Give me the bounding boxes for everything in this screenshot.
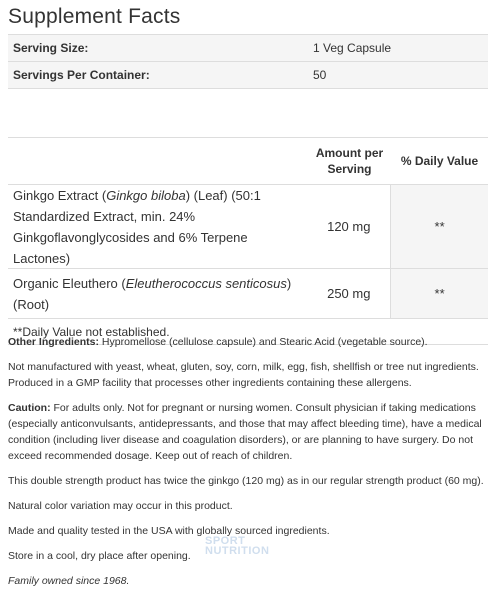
ingredient-daily-value: ** [390, 269, 488, 318]
daily-value-header: % Daily Value [400, 154, 479, 168]
notes-section [8, 334, 488, 598]
family-statement: Family owned since 1968. [8, 575, 130, 587]
color-statement: Natural color variation may occur in this product. [8, 500, 233, 512]
made-statement: Made and quality tested in the USA with globally sourced ingredients. [8, 525, 330, 537]
amount-per-serving-header: Amount per Serving [315, 146, 384, 176]
servings-per-container-row [8, 61, 488, 88]
servings-per-container-label: Servings Per Container: [13, 68, 150, 82]
ingredient-daily-value: ** [390, 185, 488, 268]
supplement-facts-table [8, 34, 488, 345]
ingredient-name: Organic Eleuthero (Eleutherococcus senticosus) (Root) [13, 275, 292, 312]
serving-size-label: Serving Size: [13, 41, 89, 55]
allergen-statement: Not manufactured with yeast, wheat, gluten, soy, corn, milk, egg, fish, shellfish or tree nut ingredients. Produced in a GMP facility that processes other ingredients containing these allergens. [8, 361, 479, 389]
watermark-logo: SPORT NUTRITION [205, 535, 270, 557]
serving-size-row [8, 34, 488, 61]
servings-per-container-value: 50 [313, 68, 327, 82]
storage-statement: Store in a cool, dry place after opening. [8, 550, 191, 562]
caution-statement: Caution: For adults only. Not for pregnant or nursing women. Consult physician if taking medications (especially anticonvulsants, antidepressants, and those that may affect bleeding time), have a medical condition (including liver disease and coagulation disorders), or are planning to have surgery. Do not exceed recommended dosage. Keep out of reach of children. [8, 402, 482, 462]
serving-size-value: 1 Veg Capsule [313, 41, 392, 55]
page-title: Supplement Facts [8, 5, 181, 28]
other-ingredients: Other Ingredients: Hypromellose (cellulose capsule) and Stearic Acid (vegetable source). [8, 336, 428, 348]
table-header-row [8, 137, 488, 184]
table-row [8, 268, 488, 318]
ingredient-name: Ginkgo Extract (Ginkgo biloba) (Leaf) (50:1 Standardized Extract, min. 24% Ginkgoflavonglycosides and 6% Terpene Lactones) [13, 187, 261, 266]
daily-value-footnote: **Daily Value not established. [8, 318, 488, 345]
table-row [8, 184, 488, 268]
ingredient-amount: 250 mg [327, 286, 371, 301]
ingredient-amount: 120 mg [327, 219, 371, 234]
strength-statement: This double strength product has twice the ginkgo (120 mg) as in our regular strength product (60 mg). [8, 475, 484, 487]
